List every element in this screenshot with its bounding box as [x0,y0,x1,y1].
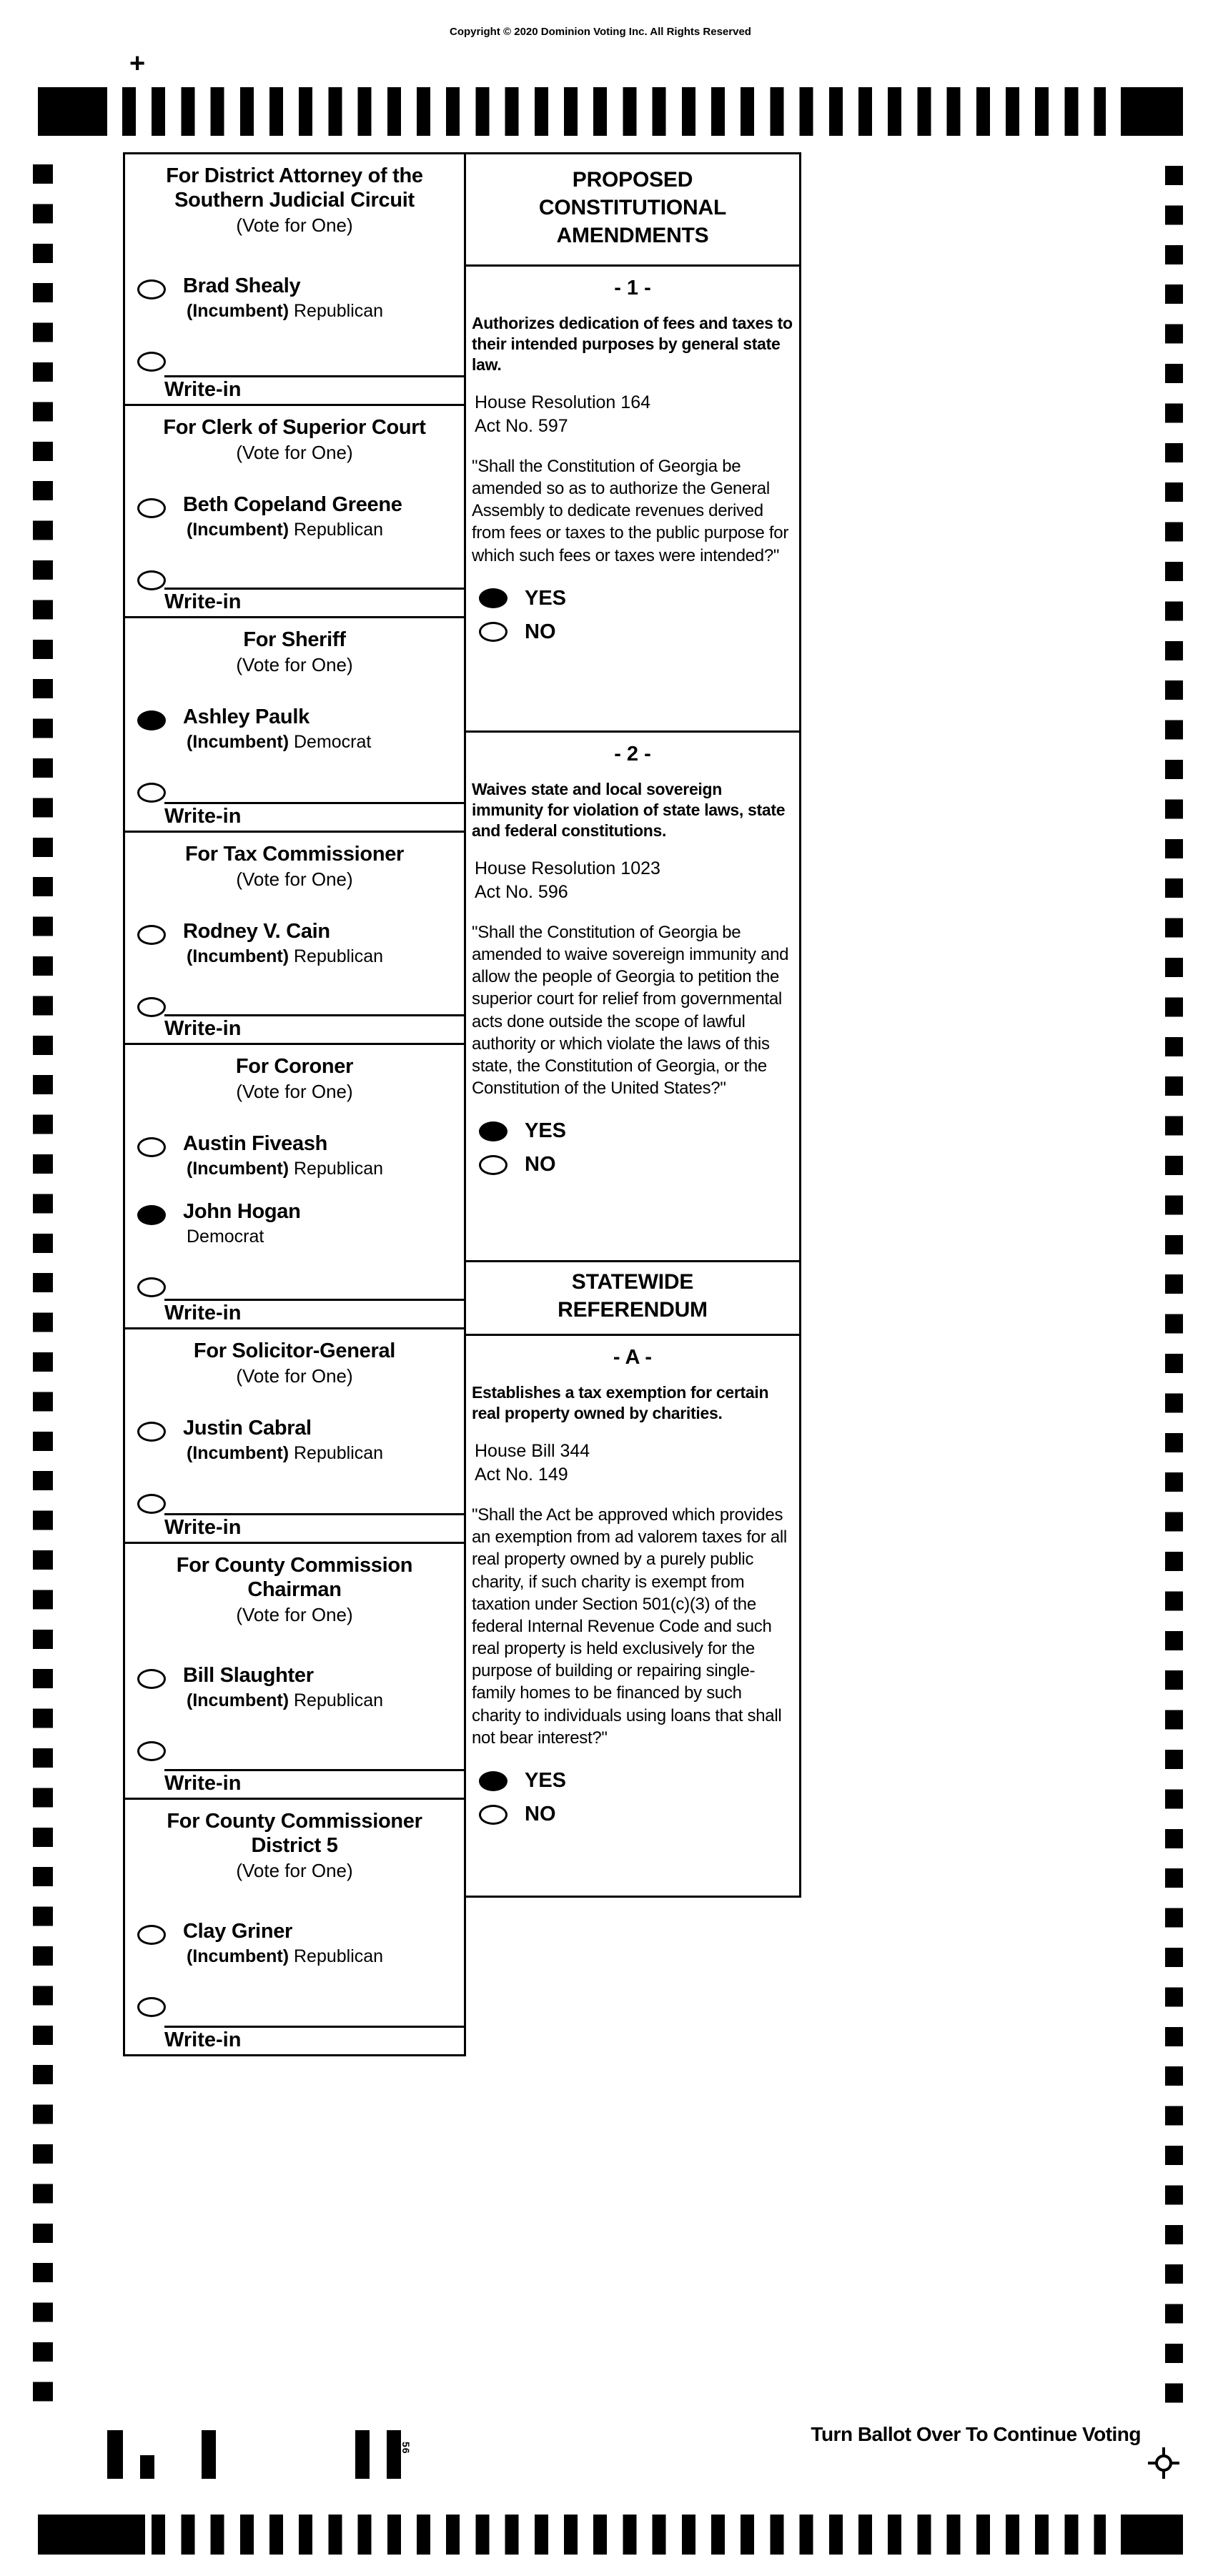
turn-ballot-over-text: Turn Ballot Over To Continue Voting [811,2423,1141,2445]
contest-title: For Clerk of Superior Court [163,416,426,439]
blank-option [137,778,464,803]
measure-question: "Shall the Constitution of Georgia be amended so as to authorize the General Assembly to dedicate revenues derived from fees or taxes to the public purpose for which such fees or taxes were intended?" [472,456,789,565]
write-in-label: Write-in [164,1017,242,1040]
write-in-area[interactable] [164,2026,464,2052]
candidate-name: Austin Fiveash [183,1132,328,1156]
write-in-bubble[interactable] [137,783,166,803]
measure-summary: Establishes a tax exemption for certain real property owned by charities. [472,1383,769,1422]
contest-title: For District Attorney of the Southern Judicial Circuit [166,164,423,212]
contest-solicitor-general [125,1329,464,1544]
contest-title: For County Commissioner District 5 [167,1810,422,1858]
blank-option [137,1737,464,1761]
vote-bubble[interactable] [137,498,166,518]
candidate-option [137,1665,464,1711]
write-in-bubble[interactable] [137,570,166,590]
write-in-bubble[interactable] [137,1277,166,1297]
candidate-name: Beth Copeland Greene [183,493,402,517]
contest-clerk-superior-court [125,406,464,618]
write-in-area[interactable] [164,375,464,402]
measure-question: "Shall the Constitution of Georgia be amended to waive sovereign immunity and allow the people of Georgia to petition the superior court for relief from governmental acts done outside the scope of lawful authority or which violate the laws of this state, the Constitution of Georgia, or the Constitution of the United States?" [472,922,789,1099]
vote-instruction: (Vote for One) [236,654,353,676]
measure-amendment-1 [466,267,799,733]
write-in-area[interactable] [164,1769,464,1795]
write-in-area[interactable] [164,1513,464,1540]
contest-header [125,1329,464,1387]
contest-coroner [125,1045,464,1329]
yes-label: YES [525,1769,567,1792]
measure-references: House Resolution 1023 Act No. 596 [475,858,660,902]
candidate-option [137,1133,464,1179]
contest-title: For Sheriff [243,628,346,651]
no-label: NO [525,1153,556,1176]
timing-block-top-right [1121,87,1183,136]
contests-column [123,152,466,2056]
candidate-party: (Incumbent) Republican [187,520,384,540]
registration-plus-icon: + [129,49,146,79]
blank-option [137,347,464,372]
vote-bubble[interactable] [137,1205,166,1225]
yes-bubble[interactable] [479,1121,507,1141]
vote-instruction: (Vote for One) [236,1860,353,1882]
ballot-id-bar [140,2455,154,2479]
vote-bubble[interactable] [137,710,166,730]
contest-header [125,618,464,676]
write-in-bubble[interactable] [137,1997,166,2017]
yes-label: YES [525,1119,567,1143]
contest-commission-chairman [125,1544,464,1800]
contest-header [125,154,464,237]
contest-commissioner-district-5 [125,1800,464,2054]
candidate-name: Ashley Paulk [183,705,310,729]
contest-header [125,1800,464,1882]
sequence-code: 56 [400,2442,412,2454]
write-in-area[interactable] [164,1299,464,1325]
copyright-text: Copyright © 2020 Dominion Voting Inc. All Rights Reserved [450,26,751,38]
candidate-option [137,494,464,540]
vote-instruction: (Vote for One) [236,1365,353,1387]
yes-bubble[interactable] [479,588,507,608]
candidate-name: Justin Cabral [183,1417,312,1440]
candidate-option [137,275,464,322]
candidate-party: (Incumbent) Republican [187,301,384,322]
candidate-option [137,1921,464,1967]
write-in-bubble[interactable] [137,352,166,372]
blank-option [137,566,464,590]
candidate-name: Bill Slaughter [183,1664,314,1688]
contest-header [125,406,464,464]
contest-tax-commissioner [125,833,464,1045]
timing-block-top-left [38,87,107,136]
vote-instruction: (Vote for One) [236,1604,353,1626]
timing-marks-right [1165,166,1183,2414]
timing-marks-top [122,87,1106,136]
ballot-id-bar [107,2430,123,2479]
write-in-bubble[interactable] [137,1494,166,1514]
measure-references: House Resolution 164 Act No. 597 [475,392,650,436]
measure-summary: Waives state and local sovereign immunity for violation of state laws, state and federal constitutions. [472,780,786,840]
measure-number: - 2 - [614,743,651,766]
measure-amendment-2 [466,733,799,1262]
vote-instruction: (Vote for One) [236,1081,353,1103]
contest-title: For Coroner [235,1055,354,1078]
no-label: NO [525,620,556,643]
registration-crosshair-icon [1148,2447,1179,2479]
write-in-area[interactable] [164,588,464,614]
choice-yes [479,1119,793,1143]
vote-instruction: (Vote for One) [236,442,353,464]
measure-number: - A - [613,1346,653,1369]
timing-marks-bottom [122,2515,1106,2555]
contest-header [125,1045,464,1103]
no-label: NO [525,1803,556,1826]
candidate-party: (Incumbent) Republican [187,1159,384,1179]
vote-bubble[interactable] [137,1669,166,1689]
candidate-name: Clay Griner [183,1920,293,1943]
yes-bubble[interactable] [479,1771,507,1791]
vote-bubble[interactable] [137,1925,166,1945]
contest-sheriff [125,618,464,833]
contest-title: For County Commission Chairman [176,1554,413,1602]
candidate-party: (Incumbent) Republican [187,1443,384,1464]
write-in-label: Write-in [164,1772,242,1795]
vote-bubble[interactable] [137,1137,166,1157]
measures-column [464,152,801,1898]
write-in-label: Write-in [164,590,242,613]
choice-no [479,1803,793,1826]
referendum-header: STATEWIDE REFERENDUM [466,1262,799,1336]
write-in-bubble[interactable] [137,997,166,1017]
write-in-bubble[interactable] [137,1741,166,1761]
measure-summary: Authorizes dedication of fees and taxes to their intended purposes by general state law. [472,314,793,374]
measure-question: "Shall the Act be approved which provides an exemption from ad valorem taxes for all real property owned by a purely public charity, if such charity is exempt from taxation under Section 501(c)(3) of the federal Internal Revenue Code and such real property is held exclusively for the purpose of building or repairing single-family homes to be financed by such charity to individuals using loans that shall not bear interest?" [472,1505,787,1748]
write-in-area[interactable] [164,802,464,828]
candidate-party: (Incumbent) Republican [187,946,384,967]
candidate-option [137,1201,464,1247]
candidate-party: (Incumbent) Republican [187,1946,384,1967]
timing-block-bottom-right [1121,2515,1183,2555]
candidate-name: Brad Shealy [183,274,301,298]
write-in-label: Write-in [164,2028,242,2051]
vote-instruction: (Vote for One) [236,868,353,891]
no-bubble[interactable] [479,1155,507,1175]
ballot-id-bar [387,2430,401,2479]
measure-number: - 1 - [614,277,651,299]
blank-option [137,1273,464,1297]
choice-no [479,620,793,644]
contest-district-attorney [125,154,464,406]
write-in-label: Write-in [164,805,242,828]
vote-bubble[interactable] [137,1422,166,1442]
contest-title: For Solicitor-General [193,1339,396,1362]
contest-header [125,1544,464,1626]
candidate-party: (Incumbent) Republican [187,1690,384,1711]
choice-no [479,1153,793,1176]
blank-option [137,993,464,1017]
write-in-area[interactable] [164,1014,464,1041]
timing-marks-left [33,164,53,2414]
write-in-label: Write-in [164,378,242,401]
ballot-id-bar [355,2430,370,2479]
choice-yes [479,587,793,610]
blank-option [137,1993,464,2017]
contest-header [125,833,464,891]
write-in-label: Write-in [164,1302,242,1324]
measure-references: House Bill 344 Act No. 149 [475,1440,590,1485]
candidate-name: Rodney V. Cain [183,920,330,943]
no-bubble[interactable] [479,1805,507,1825]
vote-instruction: (Vote for One) [236,214,353,237]
candidate-party: Democrat [187,1227,264,1247]
candidate-option [137,921,464,967]
amendments-header: PROPOSED CONSTITUTIONAL AMENDMENTS [466,154,799,267]
contest-title: For Tax Commissioner [184,843,405,866]
vote-bubble[interactable] [137,925,166,945]
ballot-id-bar [202,2430,216,2479]
blank-option [137,1490,464,1514]
candidate-option [137,706,464,753]
measure-referendum-a [466,1336,799,1896]
write-in-label: Write-in [164,1516,242,1539]
vote-bubble[interactable] [137,279,166,299]
yes-label: YES [525,586,567,610]
candidate-name: John Hogan [183,1200,301,1224]
choice-yes [479,1769,793,1793]
no-bubble[interactable] [479,622,507,642]
candidate-party: (Incumbent) Democrat [187,732,372,753]
candidate-option [137,1417,464,1464]
